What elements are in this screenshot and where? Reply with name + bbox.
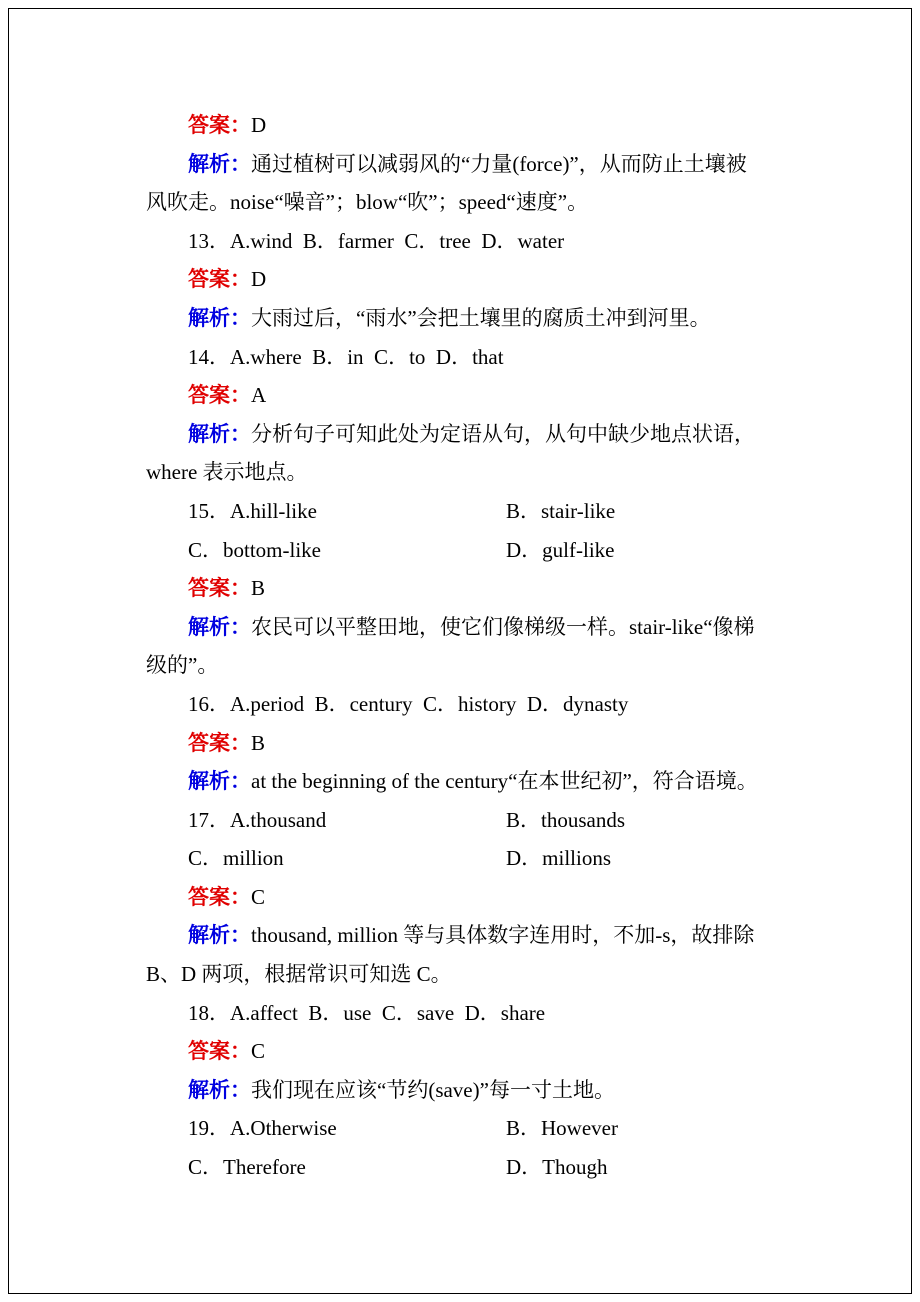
option-left: 17．A.thousand <box>188 807 327 832</box>
analysis-text: 风吹走。noise“噪音”；blow“吹”；speed“速度”。 <box>146 190 589 215</box>
analysis-label: 解析： <box>188 769 251 794</box>
question-17-options-row2 <box>146 839 851 878</box>
analysis-text: 大雨过后，“雨水”会把土壤里的腐质土冲到河里。 <box>251 305 711 330</box>
answer-line <box>146 260 851 299</box>
option-left: 15．A.hill-like <box>188 498 317 523</box>
answer-line <box>146 106 851 145</box>
answer-label: 答案： <box>188 576 251 601</box>
option-right: D．Though <box>506 1155 608 1180</box>
question-13-options <box>146 222 851 261</box>
analysis-line <box>146 608 851 647</box>
analysis-continuation <box>146 453 851 492</box>
analysis-line <box>146 145 851 184</box>
question-16-options <box>146 685 851 724</box>
analysis-label: 解析： <box>188 923 251 948</box>
analysis-line <box>146 1071 851 1110</box>
option-left: C．Therefore <box>188 1155 306 1180</box>
answer-value: D <box>251 267 267 292</box>
question-14-options <box>146 338 851 377</box>
question-options-text: 18．A.affect B．use C．save D．share <box>188 1000 546 1025</box>
answer-value: B <box>251 576 266 601</box>
analysis-label: 解析： <box>188 614 251 639</box>
option-right: B．thousands <box>506 807 626 832</box>
analysis-text: 级的”。 <box>146 653 219 678</box>
answer-value: D <box>251 113 267 137</box>
answer-label: 答案： <box>188 113 251 137</box>
answer-value: C <box>251 1039 266 1064</box>
analysis-continuation <box>146 955 851 994</box>
question-19-options-row1 <box>146 1109 851 1148</box>
answer-line <box>146 1032 851 1071</box>
analysis-line <box>146 762 851 801</box>
analysis-text: B、D 两项，根据常识可知选 C。 <box>146 962 452 987</box>
question-options-text: 16．A.period B．century C．history D．dynasty <box>188 691 629 716</box>
analysis-text: where 表示地点。 <box>146 460 308 485</box>
answer-value: B <box>251 730 266 755</box>
analysis-label: 解析： <box>188 1077 251 1102</box>
question-17-options-row1 <box>146 801 851 840</box>
question-18-options <box>146 994 851 1033</box>
document-page <box>8 8 912 1294</box>
analysis-text: thousand, million 等与具体数字连用时，不加-s，故排除 <box>251 923 755 948</box>
analysis-line <box>146 299 851 338</box>
analysis-label: 解析： <box>188 305 251 330</box>
question-19-options-row2 <box>146 1148 851 1187</box>
analysis-label: 解析： <box>188 151 251 176</box>
analysis-continuation <box>146 183 851 222</box>
answer-label: 答案： <box>188 267 251 292</box>
answer-label: 答案： <box>188 730 251 755</box>
analysis-label: 解析： <box>188 421 251 446</box>
option-left: 19．A.Otherwise <box>188 1116 337 1141</box>
analysis-text: 农民可以平整田地，使它们像梯级一样。stair-like“像梯 <box>251 614 755 639</box>
answer-label: 答案： <box>188 1039 251 1064</box>
answer-value: C <box>251 884 266 909</box>
option-right: D．millions <box>506 846 612 871</box>
option-right: B．However <box>506 1116 618 1141</box>
option-right: D．gulf-like <box>506 537 615 562</box>
answer-value: A <box>251 383 267 408</box>
analysis-continuation <box>146 646 851 685</box>
answer-line <box>146 376 851 415</box>
answer-line <box>146 878 851 917</box>
question-15-options-row1 <box>146 492 851 531</box>
question-15-options-row2 <box>146 531 851 570</box>
analysis-text: 通过植树可以减弱风的“力量(force)”，从而防止土壤被 <box>251 151 747 176</box>
answer-key-content <box>146 106 851 1187</box>
answer-line <box>146 724 851 763</box>
answer-line <box>146 569 851 608</box>
option-left: C．bottom-like <box>188 537 321 562</box>
analysis-text: at the beginning of the century“在本世纪初”，符合语境。 <box>251 769 758 794</box>
analysis-line <box>146 916 851 955</box>
analysis-line <box>146 415 851 454</box>
question-options-text: 14．A.where B．in C．to D．that <box>188 344 504 369</box>
question-options-text: 13．A.wind B．farmer C．tree D．water <box>188 228 565 253</box>
answer-label: 答案： <box>188 884 251 909</box>
answer-label: 答案： <box>188 383 251 408</box>
option-left: C．million <box>188 846 284 871</box>
option-right: B．stair-like <box>506 498 616 523</box>
analysis-text: 我们现在应该“节约(save)”每一寸土地。 <box>251 1077 615 1102</box>
analysis-text: 分析句子可知此处为定语从句，从句中缺少地点状语， <box>251 421 755 446</box>
